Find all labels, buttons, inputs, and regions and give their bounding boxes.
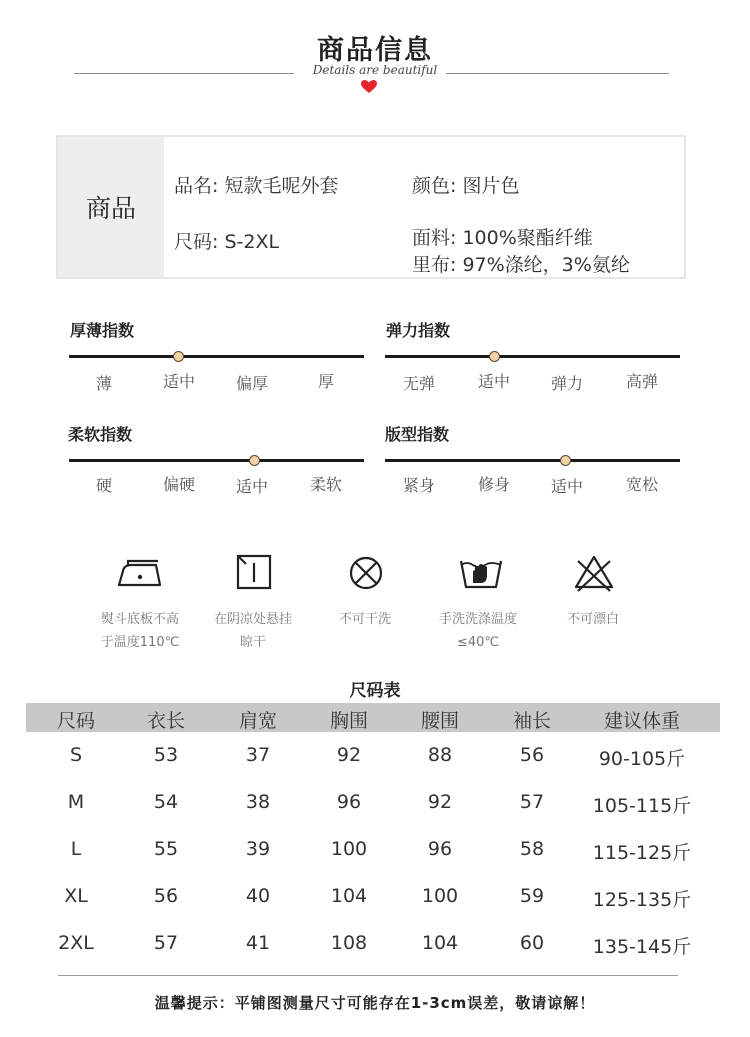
table-header-cell: 胸围	[329, 710, 368, 732]
softness-index-title: 柔软指数	[68, 425, 133, 444]
table-header-cell: 建议体重	[603, 710, 680, 732]
table-cell: 100	[330, 838, 368, 860]
table-cell: 125-135斤	[592, 889, 692, 911]
fit-label: 适中	[550, 477, 583, 496]
care-text-no-dry-clean: 不可干洗	[338, 612, 391, 627]
table-cell: 92	[336, 744, 362, 766]
table-cell: 92	[427, 791, 453, 813]
care-text-line-dry: 在阴凉处悬挂 晾干	[213, 612, 292, 650]
product-lining: 里布: 97%涤纶，3%氨纶	[412, 254, 630, 276]
table-cell: 88	[427, 744, 453, 766]
table-cell: 57	[153, 932, 179, 954]
size-table-title: 尺码表	[349, 681, 401, 701]
fit-label: 紧身	[402, 476, 435, 495]
table-cell: 100	[421, 885, 459, 907]
table-cell: 41	[245, 932, 271, 954]
table-cell: 57	[519, 791, 545, 813]
table-cell: 96	[427, 838, 453, 860]
table-header-cell: 尺码	[56, 710, 95, 732]
fit-index-marker	[560, 455, 571, 466]
subtitle: Details are beautiful	[312, 63, 438, 77]
table-cell: 2XL	[58, 932, 94, 954]
product-info-box	[56, 135, 686, 279]
thickness-index-scale	[69, 355, 364, 358]
table-header-cell: 衣长	[146, 710, 185, 732]
thickness-label: 厚	[317, 372, 334, 391]
table-cell: 40	[245, 885, 271, 907]
iron-icon	[114, 553, 166, 593]
table-cell: S	[69, 744, 83, 766]
hand-wash-icon	[455, 553, 507, 593]
softness-label: 硬	[95, 476, 112, 495]
table-cell: M	[67, 791, 85, 813]
softness-label: 适中	[235, 477, 268, 496]
no-bleach-icon	[568, 553, 620, 593]
product-color: 颜色: 图片色	[412, 175, 520, 197]
table-cell: 90-105斤	[598, 748, 686, 770]
thickness-label: 适中	[162, 372, 195, 391]
elasticity-label: 适中	[477, 372, 510, 391]
elasticity-label: 无弹	[402, 374, 435, 393]
line-dry-shade-icon	[228, 552, 280, 592]
table-cell: 56	[519, 744, 545, 766]
table-cell: 56	[153, 885, 179, 907]
care-text-hand-wash: 手洗洗涤温度 ≤40℃	[438, 612, 517, 650]
table-cell: 115-125斤	[592, 842, 692, 864]
table-cell: 37	[245, 744, 271, 766]
table-cell: XL	[64, 885, 88, 907]
fit-label: 修身	[477, 475, 510, 494]
footer-divider	[58, 975, 678, 976]
thickness-label: 薄	[95, 374, 112, 393]
table-cell: 38	[245, 791, 271, 813]
table-cell: 53	[153, 744, 179, 766]
elasticity-index-title: 弹力指数	[386, 321, 451, 340]
table-cell: 60	[519, 932, 545, 954]
table-header-cell: 肩宽	[238, 710, 277, 732]
care-text-no-bleach: 不可漂白	[566, 612, 619, 627]
table-header-cell: 袖长	[512, 710, 551, 732]
table-cell: 59	[519, 885, 545, 907]
elasticity-label: 弹力	[550, 374, 583, 393]
product-label: 商品	[58, 137, 164, 277]
table-cell: 108	[330, 932, 368, 954]
elasticity-label: 高弹	[625, 372, 658, 391]
table-cell: L	[70, 838, 82, 860]
table-cell: 58	[519, 838, 545, 860]
softness-index-scale	[69, 459, 364, 462]
thickness-index-title: 厚薄指数	[70, 321, 135, 340]
softness-label: 偏硬	[162, 475, 195, 494]
table-cell: 54	[153, 791, 179, 813]
table-cell: 39	[245, 838, 271, 860]
heart-icon	[361, 80, 377, 94]
measurement-tip: 温馨提示：平铺图测量尺寸可能存在1-3cm误差，敬请谅解！	[154, 994, 596, 1012]
thickness-index-marker	[173, 351, 184, 362]
table-cell: 135-145斤	[592, 936, 692, 958]
table-cell: 104	[421, 932, 459, 954]
product-name: 品名: 短款毛呢外套	[174, 175, 339, 197]
page-title: 商品信息	[317, 35, 433, 66]
fit-label: 宽松	[625, 475, 658, 494]
elasticity-index-marker	[489, 351, 500, 362]
softness-label: 柔软	[309, 475, 342, 494]
softness-index-marker	[249, 455, 260, 466]
thickness-label: 偏厚	[235, 374, 268, 393]
table-header-cell: 腰围	[420, 710, 459, 732]
table-cell: 105-115斤	[592, 795, 692, 817]
table-cell: 96	[336, 791, 362, 813]
care-text-iron: 熨斗底板不高 于温度110℃	[100, 612, 180, 650]
product-fabric: 面料: 100%聚酯纤维	[412, 227, 593, 249]
fit-index-title: 版型指数	[385, 425, 450, 444]
table-cell: 104	[330, 885, 368, 907]
elasticity-index-scale	[385, 355, 680, 358]
no-dry-clean-icon	[340, 553, 392, 593]
fit-index-scale	[385, 459, 680, 462]
product-size: 尺码: S-2XL	[174, 231, 280, 253]
table-cell: 55	[153, 838, 179, 860]
